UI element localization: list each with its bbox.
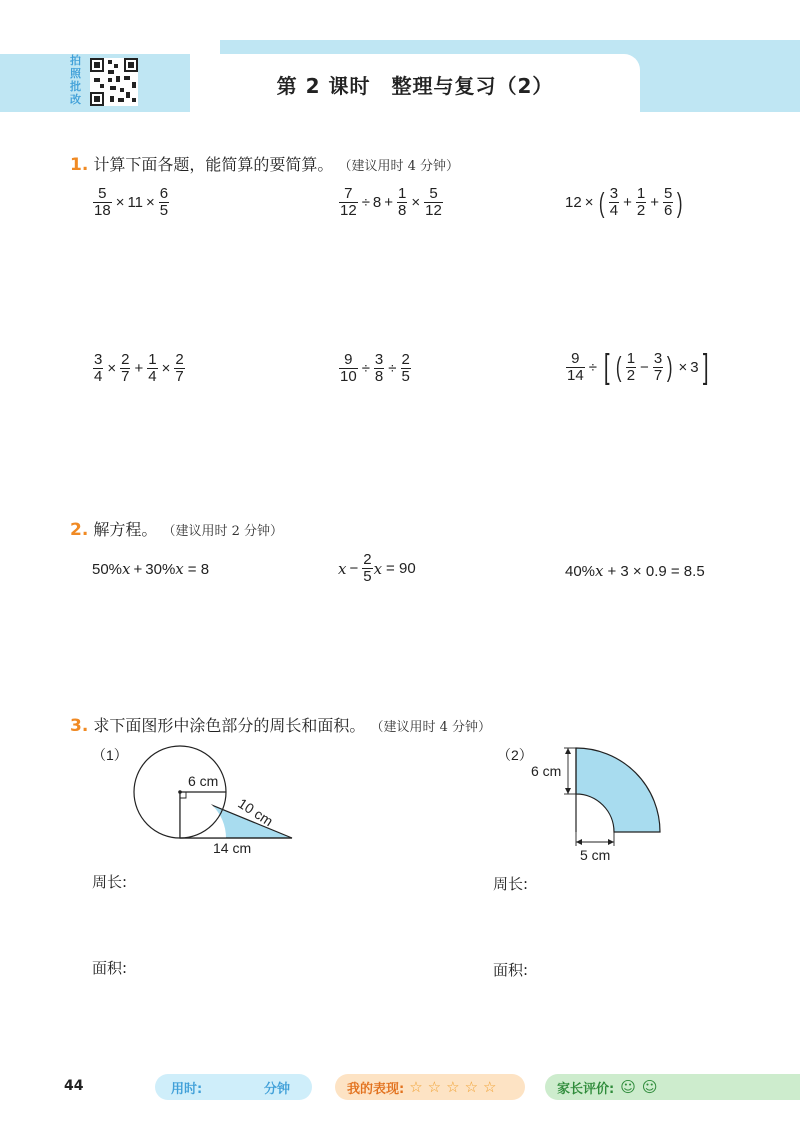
side-char: 批 (70, 80, 81, 93)
fig2-perimeter-label: 周长: (493, 875, 529, 893)
star-icon[interactable]: ☆ (446, 1078, 460, 1096)
time-unit: 分钟 (263, 1081, 290, 1097)
rhs: = 8 (187, 560, 210, 578)
q2-equation-1 (92, 560, 209, 578)
qr-code-icon[interactable] (90, 58, 138, 106)
fraction: $\frac{5}{6}$ (664, 185, 673, 219)
operator: + (384, 194, 394, 211)
fig1-label: （1） (92, 747, 128, 763)
fig1-hyp-label: 10 cm (235, 795, 276, 830)
q1-heading (70, 152, 459, 175)
operator: × (146, 194, 155, 211)
percent: 50% (92, 560, 123, 578)
side-char: 拍 (70, 54, 81, 67)
rhs: = 90 (386, 560, 416, 577)
q3-hint: （建议用时 4 分钟） (370, 720, 492, 735)
left-paren: ( (599, 186, 605, 218)
q3-number: 3. (70, 716, 89, 736)
fig2-height-label: 6 cm (531, 763, 562, 779)
operator: × (584, 194, 594, 211)
integer: 11 (127, 194, 144, 211)
q1-hint: （建议用时 4 分钟） (338, 159, 460, 174)
side-char: 改 (70, 93, 81, 106)
percent: 30% (145, 560, 176, 578)
star-icon[interactable]: ☆ (427, 1078, 442, 1096)
fig1-base-label: 14 cm (213, 840, 252, 856)
variable: x (373, 559, 383, 578)
smile-face-icon[interactable]: ☺ (620, 1078, 636, 1096)
left-bracket: [ (603, 348, 610, 386)
photo-correct-label (70, 54, 86, 106)
fig2-area-label: 面积: (493, 961, 529, 979)
fig1-quarter-circle (180, 792, 226, 838)
q1-expr-2 (338, 186, 444, 219)
left-paren: ( (616, 351, 622, 382)
fraction: $\frac{3}{7}$ (653, 349, 663, 384)
operator: × (161, 360, 171, 377)
variable: x (122, 560, 131, 578)
rest: + 3 × 0.9 = 8.5 (607, 562, 705, 580)
operator: ÷ (361, 194, 370, 211)
header-notch (0, 40, 220, 54)
operator: ÷ (361, 360, 370, 377)
q2-equation-2 (338, 552, 416, 585)
my-performance-pill (335, 1074, 525, 1100)
q2-number: 2. (70, 520, 89, 540)
fraction: $\frac{6}{5}$ (159, 185, 169, 219)
fig2-arrow (608, 839, 614, 845)
star-icon[interactable]: ☆ (464, 1078, 479, 1096)
operator: × (411, 194, 421, 211)
q1-expr-5 (338, 352, 412, 385)
q1-expr-3 (565, 186, 686, 219)
fig1-center-dot (178, 790, 182, 794)
q1-expr-6 (565, 350, 712, 384)
fraction: $\frac{5}{18}$ (94, 185, 111, 219)
fig2-arrow (576, 839, 582, 845)
operator: + (134, 360, 144, 377)
q1-text: 计算下面各题，能简算的要简算。 (93, 155, 334, 174)
q3-heading (70, 713, 491, 736)
variable: x (338, 559, 347, 578)
operator: ÷ (588, 358, 597, 376)
q1-expr-4 (92, 352, 186, 385)
star-icon[interactable]: ☆ (483, 1078, 497, 1096)
fraction: $\frac{3}{4}$ (94, 351, 103, 385)
fig1-perimeter-label: 周长: (92, 873, 128, 891)
fraction: $\frac{9}{10}$ (340, 351, 357, 385)
fig2-arrow (565, 788, 571, 794)
operator: ÷ (388, 360, 397, 377)
time-label: 用时: (171, 1081, 203, 1097)
integer: 8 (372, 194, 382, 211)
parent-label: 家长评价: (557, 1081, 615, 1097)
side-char: 照 (70, 67, 81, 80)
right-paren: ) (677, 186, 683, 218)
fraction: $\frac{7}{12}$ (340, 185, 357, 219)
right-bracket: ] (702, 348, 709, 386)
fraction: $\frac{2}{5}$ (363, 551, 372, 585)
fig2-arrow (565, 748, 571, 754)
fraction: $\frac{2}{7}$ (175, 351, 184, 385)
fraction: $\frac{1}{2}$ (636, 185, 646, 219)
operator: × (678, 358, 688, 376)
percent: 40% (565, 562, 596, 580)
fraction: 1 2 (626, 349, 636, 384)
fraction: $\frac{5}{12}$ (425, 185, 442, 219)
fraction: $\frac{2}{5}$ (401, 351, 410, 385)
q2-heading (70, 517, 283, 540)
star-icon[interactable]: ☆ (409, 1078, 423, 1096)
q2-text: 解方程。 (93, 520, 158, 539)
operator: × (115, 194, 125, 211)
variable: x (175, 560, 184, 578)
fig2-ring-sector (576, 748, 660, 832)
parent-evaluation-pill (545, 1074, 800, 1100)
fraction: 3 4 (609, 185, 619, 219)
q1-expr-1 (92, 186, 170, 219)
operator: + (650, 194, 659, 211)
operator: × (107, 360, 117, 377)
fig2-width-label: 5 cm (580, 847, 611, 863)
operator: + (133, 560, 143, 578)
fraction: $\frac{1}{8}$ (398, 185, 407, 219)
operator: − (640, 358, 649, 376)
operator: − (349, 560, 359, 577)
page-number: 44 (64, 1078, 84, 1094)
fig1-area-label: 面积: (92, 959, 128, 977)
integer: 12 (565, 194, 582, 211)
fraction: $\frac{3}{8}$ (374, 351, 384, 385)
fig2-label: （2） (497, 747, 533, 763)
integer: 3 (690, 358, 699, 376)
variable: x (595, 562, 604, 580)
fig1-radius-label: 6 cm (188, 773, 219, 789)
page-title: 第 2 课时 整理与复习（2） (276, 74, 554, 98)
smile-face-icon[interactable]: ☺ (641, 1078, 658, 1096)
fraction: $\frac{1}{4}$ (148, 351, 157, 385)
q1-number: 1. (70, 155, 89, 175)
fraction: $\frac{9}{14}$ (567, 349, 584, 384)
q3-text: 求下面图形中涂色部分的周长和面积。 (93, 716, 366, 735)
performance-label: 我的表现: (347, 1081, 405, 1097)
q2-equation-3 (565, 562, 705, 580)
right-paren: ) (667, 351, 673, 382)
q2-hint: （建议用时 2 分钟） (162, 524, 284, 539)
operator: + (623, 194, 632, 211)
fraction: $\frac{2}{7}$ (121, 351, 130, 385)
time-spent-pill[interactable] (155, 1074, 312, 1100)
